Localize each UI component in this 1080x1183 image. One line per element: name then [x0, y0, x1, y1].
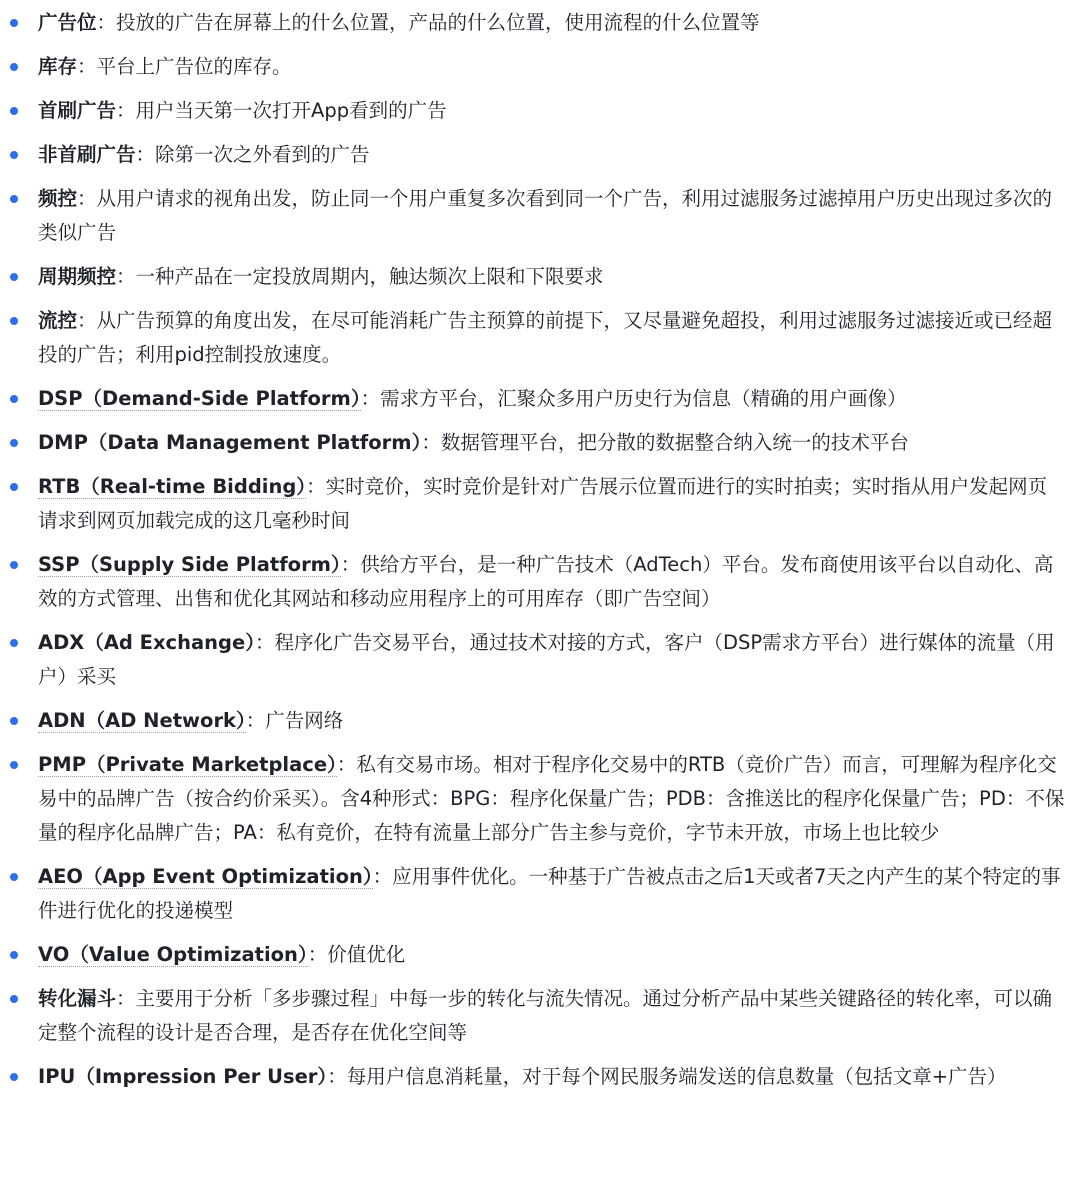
- glossary-item: [38, 138, 1066, 172]
- separator: ：: [96, 11, 117, 34]
- glossary-item: [38, 470, 1066, 538]
- definition: 数据管理平台，把分散的数据整合纳入统一的技术平台: [440, 431, 909, 454]
- term: 库存: [38, 55, 78, 78]
- separator: ：: [421, 431, 441, 454]
- term: PMP（Private Marketplace）: [38, 753, 337, 776]
- bullet-icon: [10, 717, 18, 725]
- term: DMP（Data Management Platform）: [38, 431, 422, 454]
- bullet-icon: [10, 107, 18, 115]
- bullet-icon: [10, 273, 18, 281]
- glossary-item: [38, 182, 1066, 250]
- glossary-item: [38, 304, 1066, 372]
- term: 流控: [38, 309, 78, 332]
- bullet-icon: [10, 995, 18, 1003]
- separator: ：: [77, 187, 97, 210]
- glossary-item: [38, 938, 1066, 972]
- separator: ：: [336, 753, 357, 776]
- bullet-icon: [10, 395, 18, 403]
- separator: ：: [360, 387, 381, 410]
- definition: 私有交易市场。相对于程序化交易中的RTB（竞价广告）而言，可理解为程序化交易中的品牌广告（按合约价采买）。含4种形式：BPG：程序化保量广告；PDB：含推送比的程序化保量广告；PD：不保量的程序化品牌广告；PA：私有竞价，在特有流量上部分广告主参与竞价，字节未开放，市场上也比较少: [38, 753, 1065, 844]
- separator: ：: [372, 865, 393, 888]
- definition: 每用户信息消耗量，对于每个网民服务端发送的信息数量（包括文章+广告）: [346, 1065, 1007, 1088]
- bullet-icon: [10, 483, 18, 491]
- term: 非首刷广告: [38, 143, 136, 166]
- separator: ：: [116, 99, 136, 122]
- bullet-icon: [10, 873, 18, 881]
- term: VO（Value Optimization）: [38, 943, 308, 966]
- term: SSP（Supply Side Platform）: [38, 553, 341, 576]
- definition: 除第一次之外看到的广告: [155, 143, 370, 166]
- term: 首刷广告: [38, 99, 117, 122]
- glossary-item: [38, 860, 1066, 928]
- term: RTB（Real-time Bidding）: [38, 475, 307, 498]
- definition: 从广告预算的角度出发，在尽可能消耗广告主预算的前提下，又尽量避免超投，利用过滤服务过滤接近或已经超投的广告；利用pid控制投放速度。: [38, 309, 1053, 366]
- term: AEO（App Event Optimization）: [38, 865, 373, 888]
- glossary-item: [38, 426, 1066, 460]
- definition: 应用事件优化。一种基于广告被点击之后1天或者7天之内产生的某个特定的事件进行优化的投递模型: [38, 865, 1061, 922]
- glossary-item: [38, 982, 1066, 1050]
- bullet-icon: [10, 439, 18, 447]
- definition: 用户当天第一次打开App看到的广告: [135, 99, 447, 122]
- separator: ：: [116, 987, 136, 1010]
- separator: ：: [116, 265, 136, 288]
- bullet-icon: [10, 761, 18, 769]
- definition: 价值优化: [327, 943, 406, 966]
- definition: 程序化广告交易平台，通过技术对接的方式，客户（DSP需求方平台）进行媒体的流量（用户）采买: [38, 631, 1055, 688]
- bullet-icon: [10, 63, 18, 71]
- glossary-item: [38, 382, 1066, 416]
- glossary-item: [38, 6, 1066, 40]
- separator: ：: [77, 309, 97, 332]
- separator: ：: [245, 709, 266, 732]
- separator: ：: [307, 943, 328, 966]
- bullet-icon: [10, 195, 18, 203]
- definition: 平台上广告位的库存。: [96, 55, 292, 78]
- definition: 从用户请求的视角出发，防止同一个用户重复多次看到同一个广告，利用过滤服务过滤掉用户历史出现过多次的类似广告: [38, 187, 1053, 244]
- definition: 实时竞价，实时竞价是针对广告展示位置而进行的实时拍卖；实时指从用户发起网页请求到网页加载完成的这几毫秒时间: [38, 475, 1048, 532]
- bullet-icon: [10, 151, 18, 159]
- separator: ：: [254, 631, 275, 654]
- term: DSP（Demand-Side Platform）: [38, 387, 361, 410]
- separator: ：: [306, 475, 326, 498]
- term: 周期频控: [38, 265, 117, 288]
- definition: 一种产品在一定投放周期内，触达频次上限和下限要求: [135, 265, 604, 288]
- term: 转化漏斗: [38, 987, 117, 1010]
- bullet-icon: [10, 561, 18, 569]
- glossary-item: [38, 1060, 1066, 1094]
- term: 频控: [38, 187, 78, 210]
- definition: 投放的广告在屏幕上的什么位置，产品的什么位置，使用流程的什么位置等: [116, 11, 760, 34]
- glossary-item: [38, 260, 1066, 294]
- separator: ：: [135, 143, 156, 166]
- bullet-icon: [10, 1073, 18, 1081]
- term: ADN（AD Network）: [38, 709, 246, 732]
- bullet-icon: [10, 639, 18, 647]
- definition: 广告网络: [265, 709, 344, 732]
- glossary-item: [38, 94, 1066, 128]
- bullet-icon: [10, 19, 18, 27]
- separator: ：: [327, 1065, 347, 1088]
- term: 广告位: [38, 11, 97, 34]
- term: ADX（Ad Exchange）: [38, 631, 255, 654]
- term: IPU（Impression Per User）: [38, 1065, 328, 1088]
- glossary-item: [38, 548, 1066, 616]
- glossary-item: [38, 626, 1066, 694]
- glossary-item: [38, 50, 1066, 84]
- bullet-icon: [10, 951, 18, 959]
- definition: 需求方平台，汇聚众多用户历史行为信息（精确的用户画像）: [380, 387, 907, 410]
- separator: ：: [77, 55, 97, 78]
- glossary-item: [38, 704, 1066, 738]
- separator: ：: [340, 553, 361, 576]
- bullet-icon: [10, 317, 18, 325]
- definition: 供给方平台，是一种广告技术（AdTech）平台。发布商使用该平台以自动化、高效的方式管理、出售和优化其网站和移动应用程序上的可用库存（即广告空间）: [38, 553, 1054, 610]
- glossary-item: [38, 748, 1066, 850]
- definition: 主要用于分析「多步骤过程」中每一步的转化与流失情况。通过分析产品中某些关键路径的转化率，可以确定整个流程的设计是否合理，是否存在优化空间等: [38, 987, 1053, 1044]
